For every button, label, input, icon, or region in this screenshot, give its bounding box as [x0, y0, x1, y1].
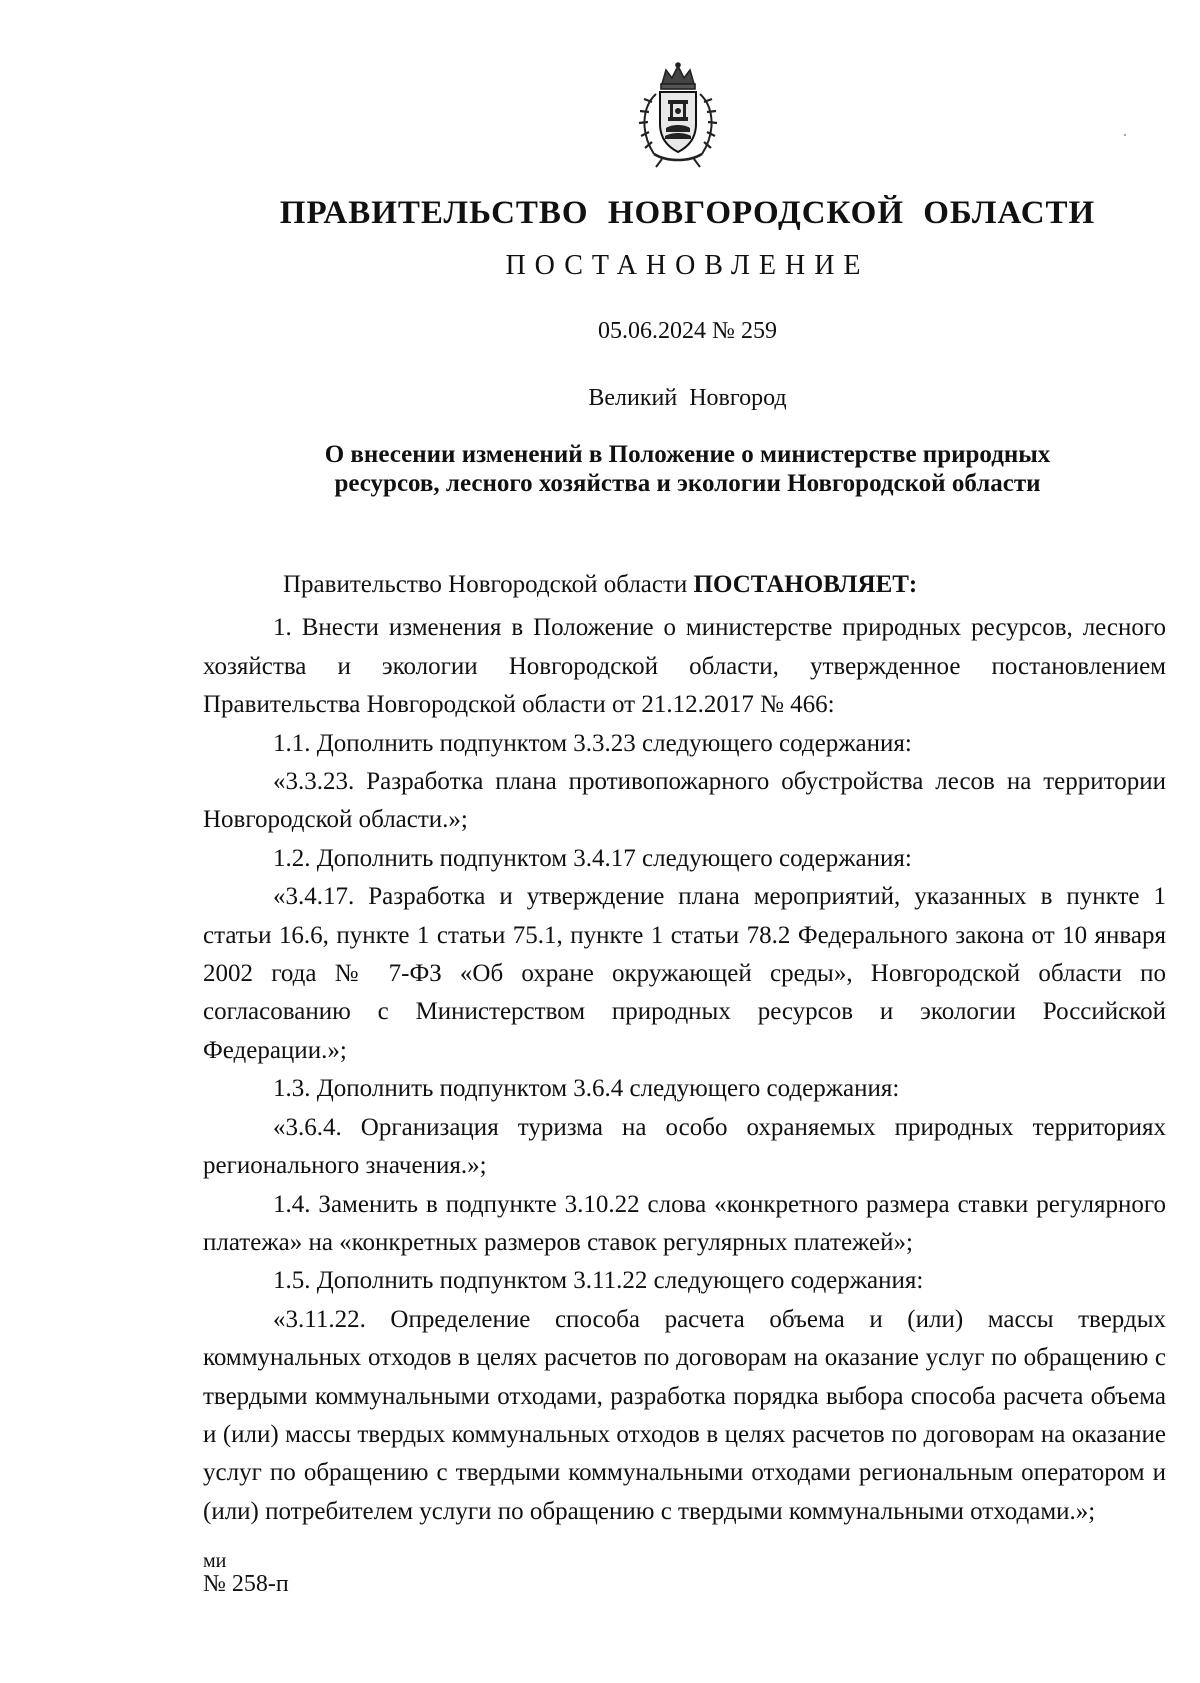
document-body: [203, 566, 1166, 1531]
clause-1-1-text: «3.3.23. Разработка плана противопожарного обустройства лесов на территории Новгородской области.»;: [203, 768, 1166, 834]
document-date-number: 05.06.2024 № 259: [598, 318, 777, 344]
subject-line-2: ресурсов, лесного хозяйства и экологии Новгородской области: [334, 470, 1041, 497]
preamble-paragraph: [203, 566, 1166, 604]
clause-1-1: 1.1. Дополнить подпунктом 3.3.23 следующего содержания:: [273, 729, 912, 757]
clause-1: 1. Внести изменения в Положение о министерстве природных ресурсов, лесного хозяйства и экологии Новгородской области, утвержденное постановлением Правительства Новгородской области от 21.12.2017 № 466:: [203, 614, 1166, 719]
coat-of-arms-emblem: [632, 62, 724, 172]
scan-speck: [1124, 134, 1126, 136]
footer-number: № 258-п: [203, 1571, 289, 1597]
clause-1-5-text: «3.11.22. Определение способа расчета объема и (или) массы твердых коммунальных отходов в целях расчетов по договорам на оказание услуг по обращению с твердыми коммунальными отходами, разработка порядка выбора способа расчета объема и (или) массы твердых коммунальных отходов в целях расчетов по договорам на оказание услуг по обращению с твердыми коммунальными отходами региональным оператором и (или) потребителем услуги по обращению с твердыми коммунальными отходами.»;: [203, 1305, 1166, 1525]
clause-1-3-text: «3.6.4. Организация туризма на особо охраняемых природных территориях регионального значения.»;: [203, 1113, 1166, 1180]
clause-1-3: 1.3. Дополнить подпунктом 3.6.4 следующего содержания:: [273, 1075, 900, 1103]
clause-1-2: 1.2. Дополнить подпунктом 3.4.17 следующего содержания:: [273, 844, 912, 872]
document-place: Великий Новгород: [588, 385, 787, 411]
document-subject: [240, 440, 1135, 498]
preamble-resolves: ПОСТАНОВЛЯЕТ:: [693, 571, 918, 598]
subject-line-1: О внесении изменений в Положение о министерстве природных: [324, 441, 1051, 468]
document-type: ПОСТАНОВЛЕНИЕ: [505, 250, 870, 281]
government-title: ПРАВИТЕЛЬСТВО НОВГОРОДСКОЙ ОБЛАСТИ: [279, 195, 1096, 231]
clause-1-5: 1.5. Дополнить подпунктом 3.11.22 следующего содержания:: [273, 1267, 924, 1295]
footer-code: ми: [203, 1550, 227, 1572]
clause-1-2-text: «3.4.17. Разработка и утверждение плана мероприятий, указанных в пункте 1 статьи 16.6, пункте 1 статьи 75.1, пункте 1 статьи 78.2 Федерального закона от 10 января 2002 года № 7-ФЗ «Об охране окружающей среды», Новгородской области по согласованию с Министерством природных ресурсов и экологии Российской Федерации.»;: [203, 883, 1166, 1064]
preamble-text: Правительство Новгородской области: [283, 571, 688, 598]
clause-1-4: 1.4. Заменить в подпункте 3.10.22 слова «конкретного размера ставки регулярного платежа» на «конкретных размеров ставок регулярных платежей»;: [203, 1190, 1166, 1256]
